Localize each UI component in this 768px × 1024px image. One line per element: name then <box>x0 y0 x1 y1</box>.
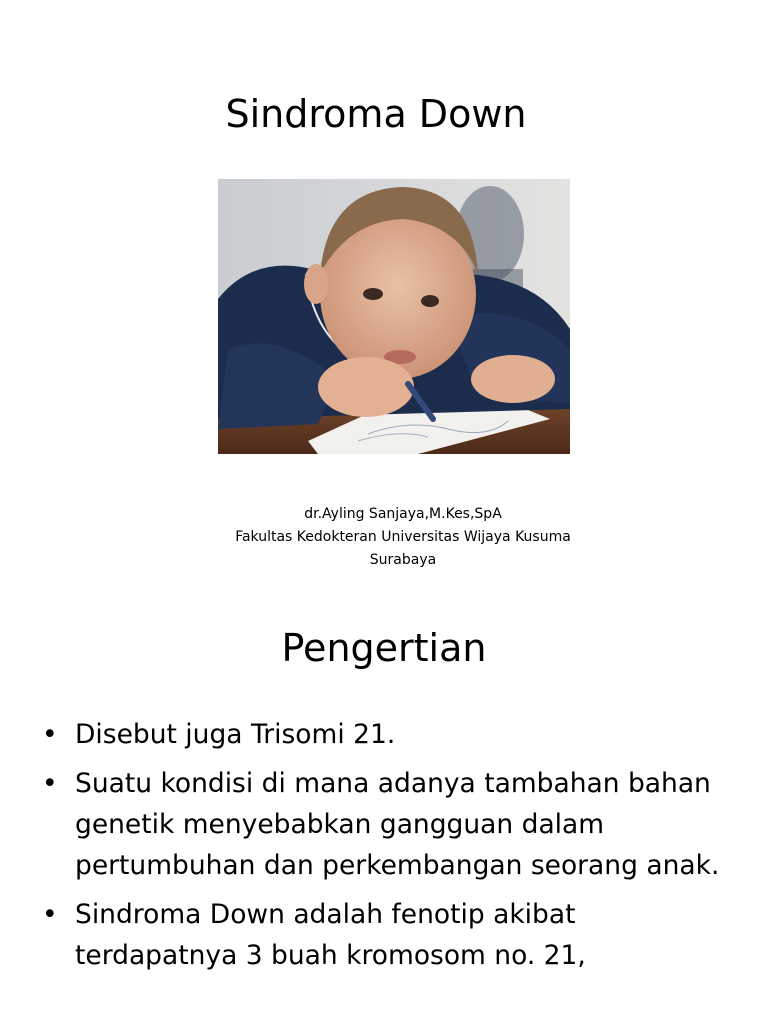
author-block <box>0 503 768 572</box>
bullet-list <box>42 714 732 984</box>
bullet-point: • <box>42 719 58 750</box>
child-drawing-photo <box>218 179 570 454</box>
bullet-text: Suatu kondisi di mana adanya tambahan bahan genetik menyebabkan gangguan dalam pertumbuhan dan perkembangan seorang anak. <box>75 768 720 881</box>
bullet-item <box>42 714 732 755</box>
bullet-text: Disebut juga Trisomi 21. <box>75 719 396 750</box>
author-city: Surabaya <box>369 552 437 568</box>
slide-title: Sindroma Down <box>225 92 527 136</box>
bullet-point: • <box>42 768 58 799</box>
author-name: dr.Ayling Sanjaya,M.Kes,SpA <box>304 506 502 522</box>
bullet-item <box>42 763 732 886</box>
bullet-point: • <box>42 899 58 930</box>
bullet-item <box>42 894 732 976</box>
author-institution: Fakultas Kedokteran Universitas Wijaya Kusuma <box>235 529 571 545</box>
slide-title: Pengertian <box>281 626 487 670</box>
definition-slide <box>0 600 768 1024</box>
bullet-text: Sindroma Down adalah fenotip akibat terdapatnya 3 buah kromosom no. 21, <box>75 899 586 971</box>
